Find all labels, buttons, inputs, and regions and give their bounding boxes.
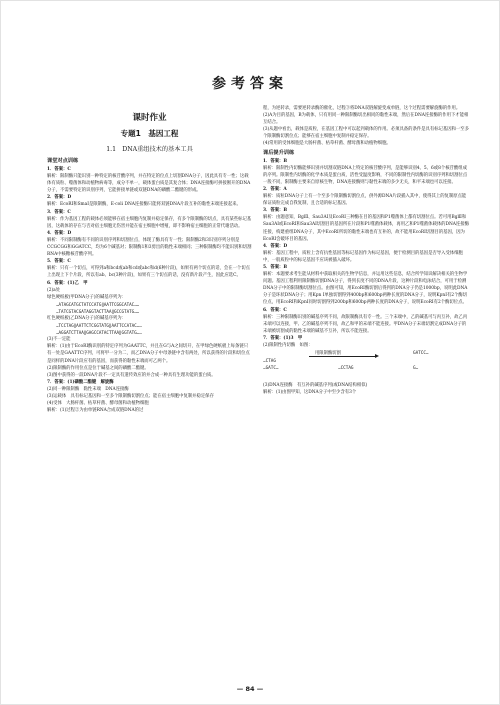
left-column [47,109,252,414]
explanation-text: (2)限制性内切酶 如图： [263,343,313,348]
diagram-right-bottom: G… [413,366,419,372]
answer-line: 3．答案：B [263,208,288,214]
explanation-text: 绿色硬纸板(甲DNA分子)的碱基序列为： [47,294,126,300]
diagram-label: 用限制酶切割 [315,351,341,357]
explanation-text: 红色硬纸板(乙DNA分子)的碱基序列为： [47,315,126,321]
base-sequence: …TCCTAG‖AATTCTCGGTATG‖AATTCCATAC…… [56,323,142,329]
section-heading: 1.1 DNA重组技术的基本工具 [106,146,193,153]
base-sequence: …AGGATCTTAA‖GAGCCATACTTAA‖GGTATG…… [56,330,142,336]
answer-line: 7．答案：(1)3 甲 [263,335,303,341]
diagram-left-top: …CTAG [263,359,276,365]
diagram-left-bottom: …GATC… [263,366,279,372]
answer-line: 5．答案：B [263,264,288,270]
explanation-text: (3)从题中看出，载体是质粒，在基因工程中可以起到载体的作用。必须具备的条件是具有标记基因和一至多个限制酶切割位点；能够在宿主细胞中复制并稳定保存。 [263,127,469,140]
explanation-text: 解析：质粒DNA分子上有一个至多个限制酶切割位点，供外源DNA片段插入其中，使得其上的复制原点能保证质粒完成自我复制，且合适的标记基因。 [263,194,467,207]
answer-line: 4．答案：D [263,243,288,249]
explanation-text: 解析：不同限制酶有不同的识别序列和切割位点，体现了酶具有专一性；限制酶2和3识别序列分别是CCGCGG和GGATCC，均为6个碱基对；限制酶1和3剪出的黏性末端相同；三种限制酶均不能识别和切割RNA中核糖核苷酸序列。 [47,237,252,258]
topic-heading: 专题1 基因工程 [120,129,179,138]
explanation-text: (4)常用的受体细胞是大肠杆菌、枯草杆菌、酵母菌和动植物细胞。 [263,141,391,147]
explanation-text: (4)受体 大肠杆菌、枯草杆菌、酵母菌和动植物细胞 [47,401,149,407]
explanation-text: (2)限制酶的作用位点是位于碱基之间的磷酸二酯键。 [47,365,149,371]
page-number: — 84 — [236,685,264,693]
answer-line: 1．答案：B [263,158,288,164]
explanation-text: (2)同一种限制酶 黏性末端 DNA连接酶 [47,386,129,392]
explanation-text: (3)不一定能 [47,337,71,343]
left-column-body [47,157,252,414]
explanation-text: 解析：只有一个切点，可得到a和bcd或ab和cd或abc和d(6种片段)，如果有两个切点的话，会在一个切点上出现上下个片段，所以有ab、bc(3种片段)，如果有三个切点的话，没有新片段产生，因此应选C。 [47,266,250,279]
diagram-right-top: GATCC… [413,351,429,357]
explanation-text: 解析：限制性内切酶能够识别并切割双链DNA上特定的核苷酸序列，是能够识别4、5、6或8个核苷酸组成的序列。限制性内切酶的化学本质是蛋白质，活性受温度影响，不同的限制性内切酶的识别序列和切割位点一般不同，限制酶主要来自原核生物，DNA连接酶则与黏性末端的多少无关，和平末端也可以连接。 [263,165,468,185]
answer-line: 6．答案：(1)乙 甲 [47,280,88,286]
explanation-text: 解析：基因工程中，质粒上含有抗性基因等标记基因作为标记基因，便于检测目的基因是否导入受体细胞中，一般质粒中的标记基因不应该被插入破坏。 [263,250,463,263]
explanation-text: (3)运载体 具有标记基因和一至多个限制酶切割位点；能在宿主细胞中复制并稳定保存 [47,394,214,399]
explanation-text: 解析：三种限制酶识别的碱基序列不同，故限制酶具有专一性。三个末端中，乙的碱基可与丙互补，故乙丙末端可以连接，甲、乙的碱基序列不同，故乙和甲的末端不能连接。甲DNA分子末端切割完成DNA分子的末端被切割成的黏性末端的碱基不互补，所以不能连接。 [263,314,468,334]
subsection-heading: 课堂对点训练 [47,158,79,164]
explanation-text: 解析：作为基因工程的载体必须能够在宿主细胞内复制并稳定保存，有多个限制酶的切点，具有某些标记基因，这载体的存在与否对宿主细胞无伤害并能在宿主细胞中增殖，即不影响宿主细胞的正常代谢活动。 [47,216,252,229]
right-column-body [263,105,469,396]
base-sequence: …ATAGCATGCTATCCATG‖AATTCGGCATAC…… [56,301,140,307]
arrow-icon [309,356,377,357]
explanation-text: 解析：EcoRⅠ和SmaⅠ是限制酶，E·coli DNA连接酶只能将双链DNA片段互补的黏性末端连接起来。 [47,202,241,208]
course-heading: 课时作业 [132,113,167,123]
explanation-text: 程，为逆转录，需要逆转录酶的催化，过程③将DNA双链解旋变成单链，这个过程需要解旋酶的作用。(2)A为目的基因，B为载体，只有用同一种限制酶切出相同的黏性末端，然后在DNA连接酶的作用下才能相互结合。 [263,106,469,126]
answer-line: 3．答案：C [47,209,71,215]
answer-line: 2．答案：A [263,186,287,192]
explanation-text: (3)DNA连接酶 有互补的碱基序列(或DNA结构相似) [263,383,368,389]
answer-line: 1．答案：C [47,167,71,172]
explanation-text: (2)a处 [47,287,61,293]
explanation-text: 解析：本题要求考生能从材料中获取相关的生物学信息，并运用这些信息，结合所学知识解决相关的生物学问题。基因工程利用限制酶切割DNA分子，得到长度不同的DNA片段，这种片段和电泳结合，可用于检测DNA分子中的限制酶切割位点。由图可知，用EcoRⅠ酶切割后得到的DNA分子仍是1000bp，说明此DNA分子是环状DNA分子；用Kpn I单独切割得到400bp和600bp两种长度的DNA分子，说明KpnⅠ有2个酶切位点，用EcoRⅠ和KpnⅠ同时切割得到200bp和600bp两种长度的DNA分子，说明EcoRⅠ有2个酶切位点。 [263,272,468,306]
explanation-text: 解析：(1)由图甲知，这DNA分子中至少含有3个 [263,390,357,396]
right-column [263,105,469,396]
explanation-text: 解析：限制酶只能识别一种特定的核苷酸序列，并在特定的位点上切割DNA分子，因此具有专一性；这载体有质粒、噬菌体和动植物病毒等，成分不单一，载体蛋白质是其复合体；DNA连接酶可拼接断开的DNA分子，不需要特定的识别序列，它能拼接单链或双链DNA的磷酸二酯键的形成。 [47,174,251,194]
answer-line: 2．答案：D [47,195,72,201]
explanation-text: 解析：(1)由于EcoRⅠ酶识别的特定序列为GAATTC，并且在G与A之间切开，在甲绿色硬纸板上每条链只有一处是GAATTC序列，可将甲一分为二，而乙DNA分子中母条链中含有两处，所以获得的片段和切位点是同样的DNA片段应有的基因，而获得的黏性末端而可乙两个。 [47,344,250,364]
subsection-heading: 课后提升训练 [263,149,295,156]
answer-line: 5．答案：C [47,259,71,265]
answer-line: 6．答案：C [263,307,287,313]
explanation-text: 解析：由题意知，BglⅡ、Sau3AⅠ及EcoRⅠ三种酶在目的基因和P1噬菌体上都有切割位点。若可用BglⅡ和Sau3AⅠ或EcoRⅠ和Sau3AⅠ切割目的基因所在片段和P1噬菌体载体，再用乙和P1噬菌体载体的DNA连接酶连接，构建重组DNA分子，其中EcoRⅠ所切的黏性末端也有互补的，故不能用EcoRⅠ切割目的基因，因为EcoRⅠ会破坏目的基因。 [263,215,469,242]
explanation-text: 解析：(1)过程②为由单链RNA合成双链DNA的过 [47,408,144,414]
answer-line: 4．答案：D [47,230,72,236]
explanation-text: (3)图中获得的一段DNA片段不一定具有遗传效应的并合成一种具有生理功能的蛋白质。 [47,372,216,378]
cut-diagram [263,350,469,380]
diagram-mid-bottom: …CCTAG [338,366,354,372]
page-title: 参考答案 [212,76,288,92]
base-sequence: …TATCGTACGATAGGTACTTAA‖GCCGTATG…… [56,308,140,314]
answer-line: 7．答案：(1)磷酸二酯键 解旋酶 [47,379,114,385]
